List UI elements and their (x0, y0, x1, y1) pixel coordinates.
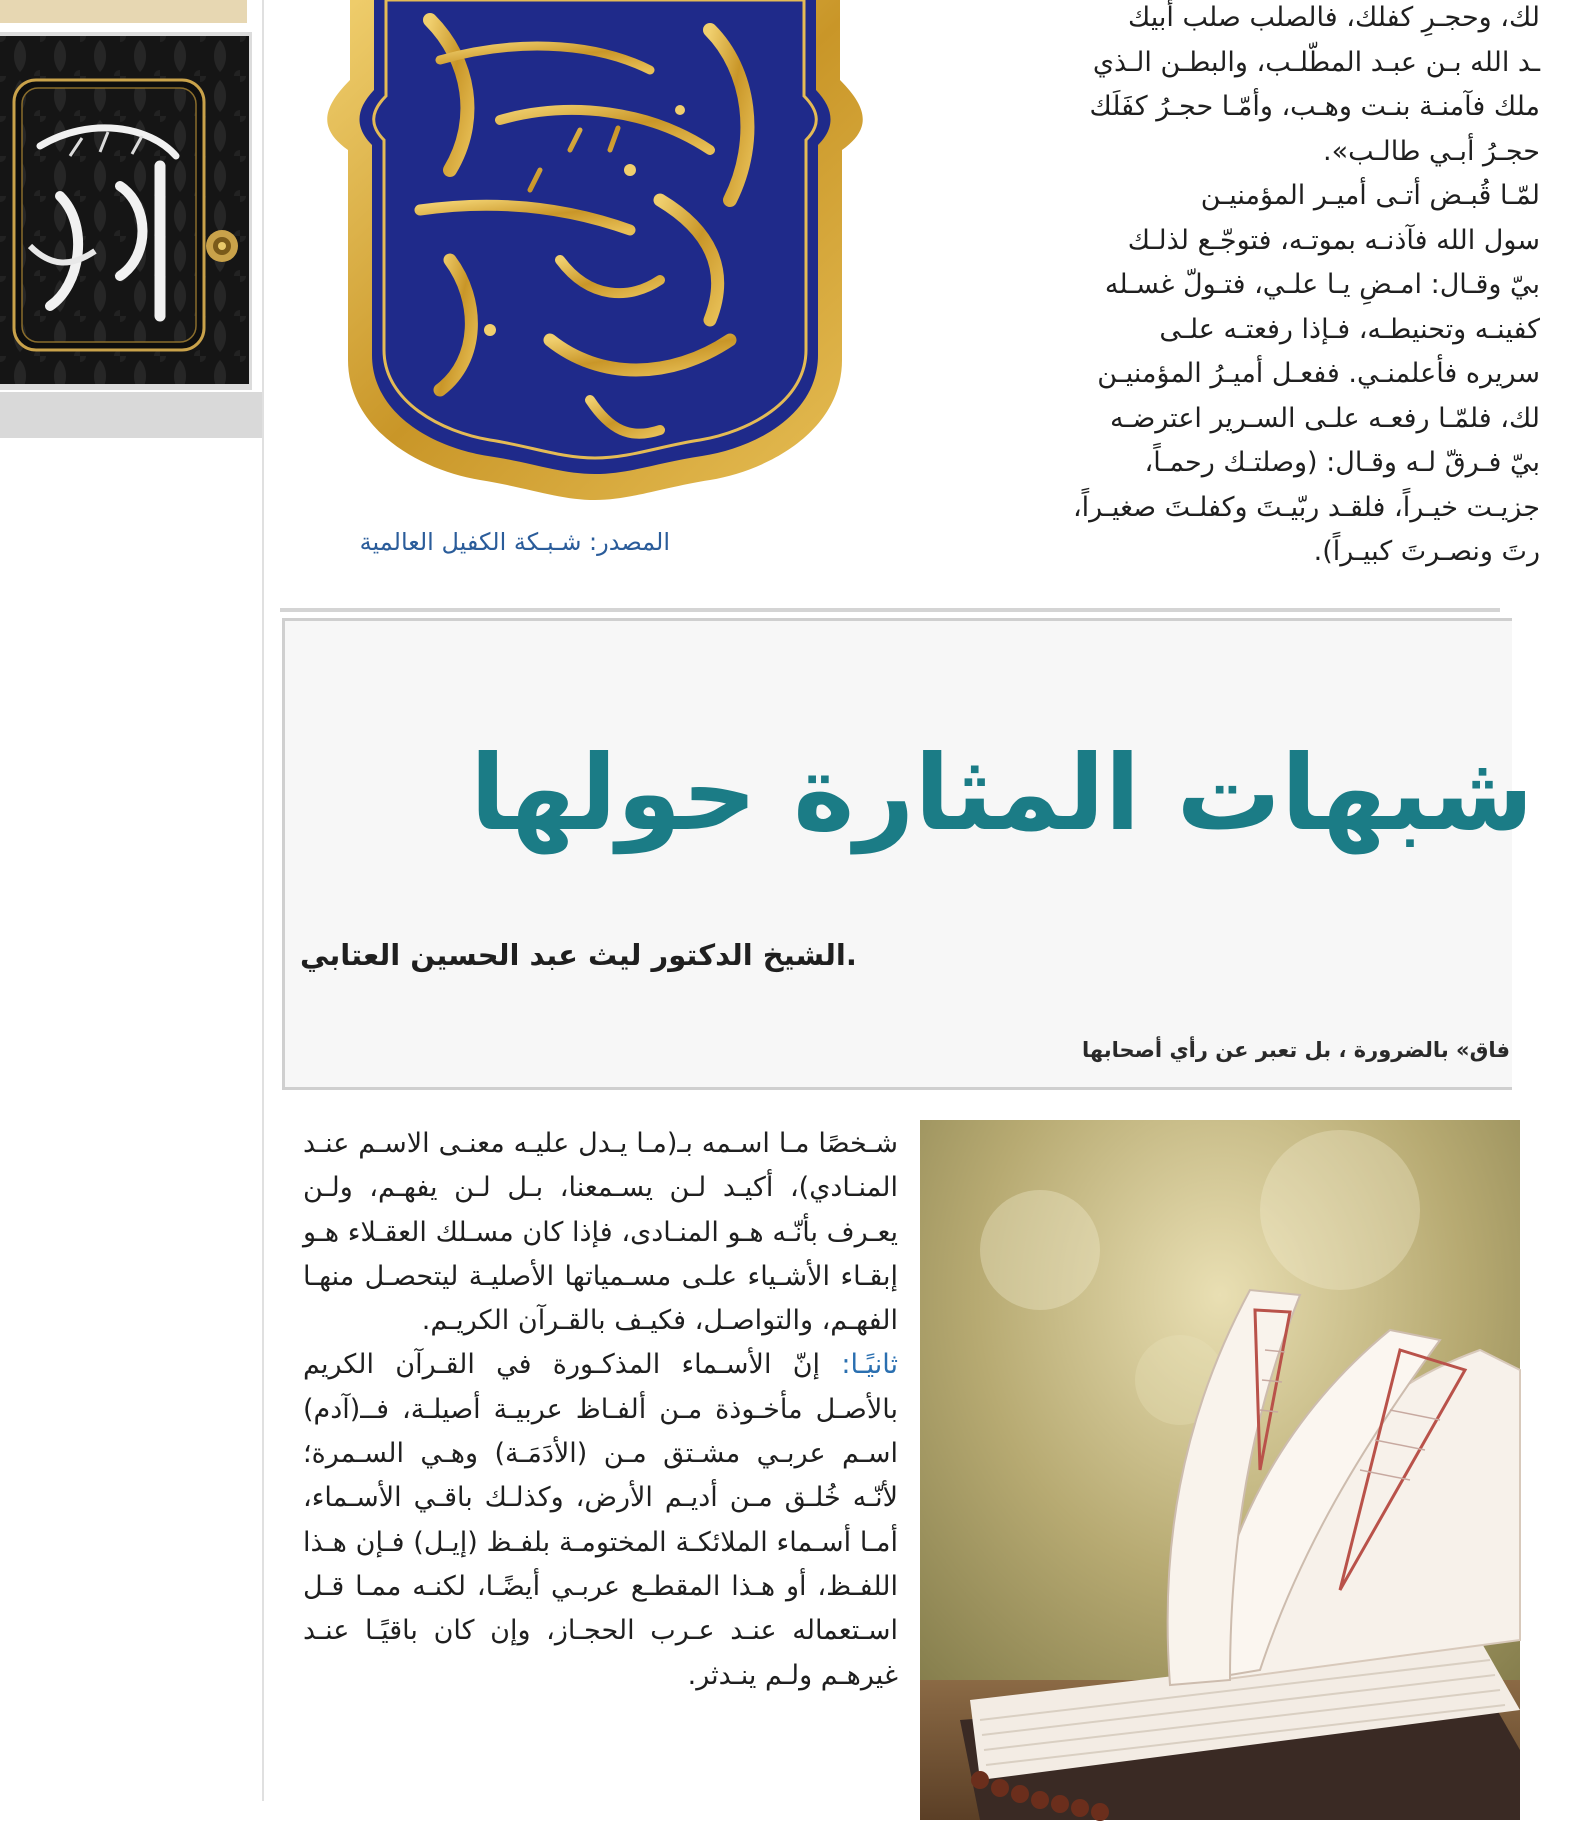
text-line: سول الله فآذنـه بموتـه، فتوجّـع لذلـك (1127, 224, 1540, 256)
image-source-caption: المصدر: شـبـكة الكفيل العالمية (359, 528, 670, 556)
paragraph-label: ثانيًـا: (841, 1349, 898, 1381)
text-line: لمّـا قُبـض أتـى أميـر المؤمنيـن (1200, 180, 1540, 211)
article-author: .الشيخ الدكتور ليث عبد الحسين العتابي (300, 938, 857, 972)
opinion-disclaimer: فاق» بالضرورة ، بل تعبر عن رأي أصحابها (1081, 1038, 1510, 1062)
article-paragraph-2 (303, 1343, 898, 1697)
bottom-article-text (303, 1122, 898, 1698)
emblem-art (330, 0, 860, 500)
sidebar (0, 0, 262, 1801)
text-line: كفينـه وتحنيطـه، فـإذا رفعتـه علـى (1159, 313, 1540, 345)
sidebar-border (262, 0, 264, 1801)
sidebar-top-bar (0, 0, 247, 23)
top-article-text (940, 0, 1540, 575)
sidebar-calligraphy-image[interactable] (0, 36, 249, 384)
sidebar-divider-band (0, 392, 262, 438)
sidebar-calligraphy-art (0, 36, 249, 384)
open-book-illustration (920, 1120, 1520, 1820)
text-line: رتَ ونصـرتَ كبيـراً). (1313, 536, 1540, 567)
text-line: ملك فآمنـة بنـت وهـب، وأمّـا حجـرُ كفَلَك (1089, 91, 1540, 122)
text-line: سريره فأعلمنـي. ففعـل أميـرُ المؤمنيـن (1097, 358, 1540, 389)
article-title: شبهات المثارة حولها (470, 732, 1534, 854)
text-line: بيّ فـرقّ لـه وقـال: (وصلتـك رحمـاً، (1144, 447, 1540, 478)
text-line: حجـرُ أبـي طالـب». (1323, 135, 1540, 167)
calligraphy-emblem (330, 0, 860, 500)
article-paragraph: شـخصًا مـا اسـمه بـ(مـا يـدل عليـه معنـى الاسـم عنـد المنـادي)، أكيـد لـن يسـمعنا، بـل لـن يفهـم، ولـن يعـرف بأنّـه هـو المنـادى، فإذا كان مسـلك العقـلاء هـو إبقـاء الأشـياء علـى مسـمياتها الأصليـة ليتحصـل منهـا الفهـم، والتواصـل، فكيـف بالقـرآن الكريـم. (303, 1128, 898, 1337)
text-line: بيّ وقـال: امـضِ يـا علـي، فتـولّ غسـله (1104, 269, 1540, 300)
section-divider (280, 608, 1500, 612)
paragraph-body: إنّ الأسـماء المذكـورة في القـرآن الكريم بالأصـل مأخـوذة مـن ألفـاظ عربيـة أصيلـة، فــ(آدم) اسـم عربـي مشـتق مـن (الأدَمَـة) وهـي السـمرة؛ لأنّـه خُلـق مـن أديـم الأرض، وكذلـك باقـي الأسـماء، أمـا أسـماء الملائكـة المختومـة بلفـظ (إيـل) فـإن هـذا اللفـظ، أو هـذا المقطـع عربـي أيضًـا، لكنـه ممـا قـل اسـتعماله عنـد عـرب الحجـاز، وإن كان باقيًـا عنـد غيرهـم ولـم ينـدثر. (303, 1349, 898, 1691)
text-line: لك، وحجـرِ كفلك، فالصلب صلب أبيك (1127, 2, 1540, 33)
text-line: لك، فلمّـا رفعـه علـى السـرير اعترضـه (1109, 402, 1540, 434)
text-line: ـد الله بـن عبـد المطّلـب، والبطـن الـذي (1092, 46, 1540, 78)
open-quran-photo[interactable] (920, 1120, 1520, 1820)
text-line: جزيـت خيـراً، فلقـد ربّيـتَ وكفلـتَ صغيـراً، (1072, 491, 1540, 523)
